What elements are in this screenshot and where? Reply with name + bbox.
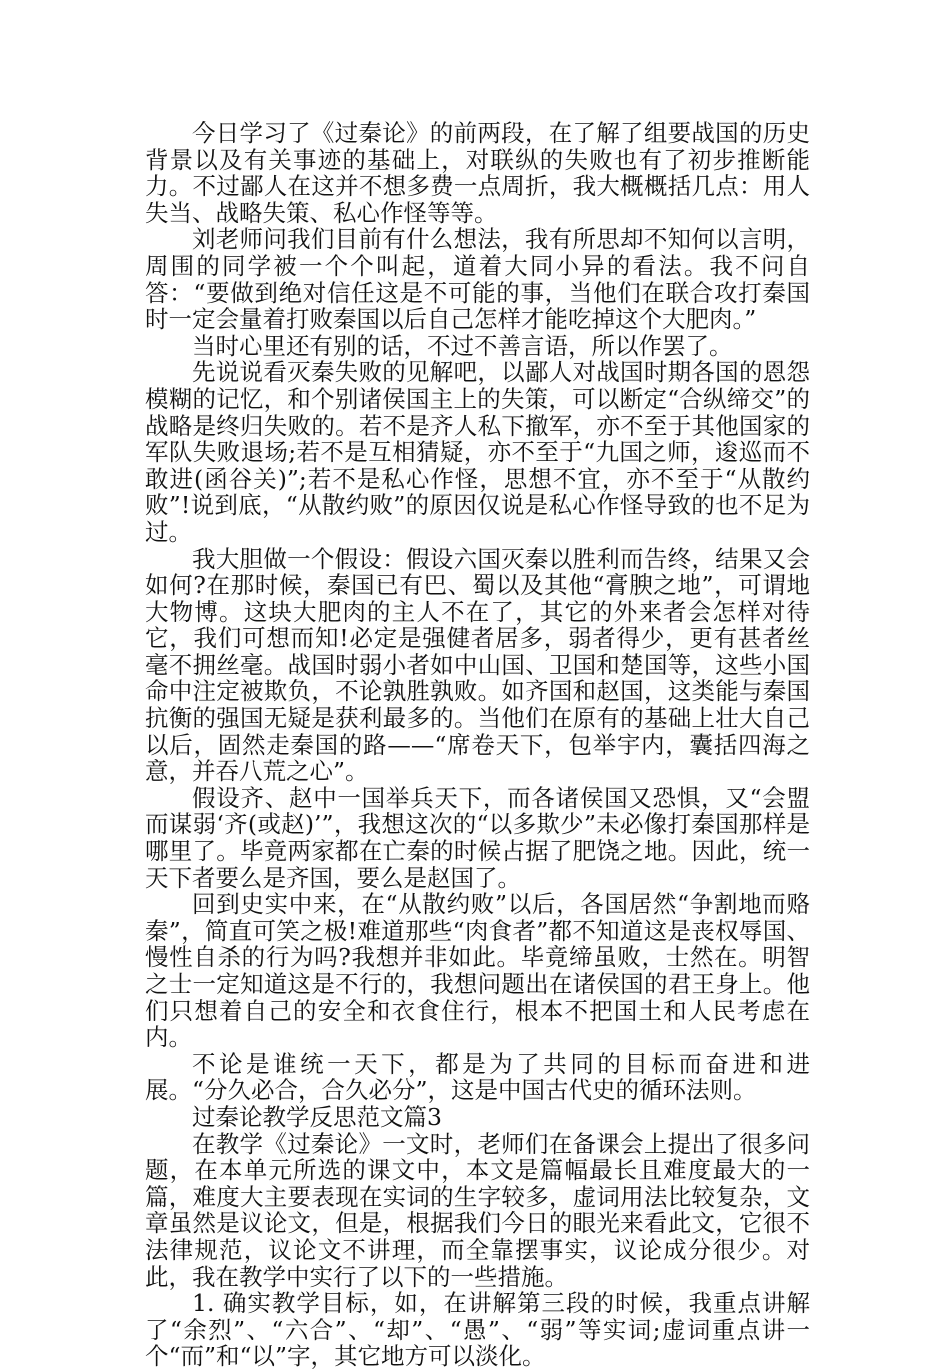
paragraph-2: 刘老师问我们目前有什么想法，我有所思却不知何以言明，周围的同学被一个个叫起，道着大同小异的看法。我不问自答：“要做到绝对信任这是不可能的事，当他们在联合攻打秦国时一定会量着打败秦国以后自己怎样才能吃掉这个大肥肉。”: [145, 225, 810, 334]
paragraph-5: 我大胆做一个假设：假设六国灭秦以胜利而告终，结果又会如何?在那时候，秦国已有巴、蜀以及其他“膏腴之地”，可谓地大物博。这块大肥肉的主人不在了，其它的外来者会怎样对待它，我们可想而知!必定是强健者居多，弱者得少，更有甚者丝毫不拥丝毫。战国时弱小者如中山国、卫国和楚国等，这些小国命中注定被欺负，不论孰胜孰败。如齐国和赵国，这类能与秦国抗衡的强国无疑是获利最多的。当他们在原有的基础上壮大自己以后，固然走秦国的路——“席卷天下，包举宇内，囊括四海之意，并吞八荒之心”。: [145, 544, 810, 786]
document-page: [145, 120, 810, 1370]
paragraph-9: 在教学《过秦论》一文时，老师们在备课会上提出了很多问题，在本单元所选的课文中，本文是篇幅最长且难度最大的一篇，难度大主要表现在实词的生字较多，虚词用法比较复杂，文章虽然是议论文，但是，根据我们今日的眼光来看此文，它很不法律规范，议论文不讲理，而全靠摆事实，议论成分很少。对此，我在教学中实行了以下的一些措施。: [145, 1129, 810, 1291]
section-heading: 过秦论教学反思范文篇3: [192, 1102, 442, 1131]
paragraph-8: 不论是谁统一天下，都是为了共同的目标而奋进和进展。“分久必合，合久必分”，这是中国古代史的循环法则。: [145, 1049, 810, 1105]
paragraph-4: 先说说看灭秦失败的见解吧，以鄙人对战国时期各国的恩怨模糊的记忆，和个别诸侯国主上的失策，可以断定“合纵缔交”的战略是终归失败的。若不是齐人私下撤军，亦不至于其他国家的军队失败退场;若不是互相猜疑，亦不至于“九国之师，逡巡而不敢进(函谷关)”;若不是私心作怪，思想不宜，亦不至于“从散约败”!说到底，“从散约败”的原因仅说是私心作怪导致的也不足为过。: [145, 358, 810, 546]
paragraph-6: 假设齐、赵中一国举兵天下，而各诸侯国又恐惧，又“会盟而谋弱‘齐(或赵)’”，我想这次的“以多欺少”未必像打秦国那样是哪里了。毕竟两家都在亡秦的时候占据了肥饶之地。因此，统一天下者要么是齐国，要么是赵国了。: [145, 783, 810, 892]
paragraph-7: 回到史实中来，在“从散约败”以后，各国居然“争割地而赂秦”，简直可笑之极!难道那些“肉食者”都不知道这是丧权辱国、慢性自杀的行为吗?我想并非如此。毕竟缔虽败，士然在。明智之士一定知道这是不行的，我想问题出在诸侯国的君王身上。他们只想着自己的安全和衣食住行，根本不把国土和人民考虑在内。: [145, 890, 810, 1052]
paragraph-10: 1. 确实教学目标，如，在讲解第三段的时候，我重点讲解了“余烈”、“六合”、“却”、“愚”、“弱”等实词;虚词重点讲一个“而”和“以”字，其它地方可以淡化。: [145, 1289, 810, 1370]
paragraph-1: 今日学习了《过秦论》的前两段，在了解了组要战国的历史背景以及有关事迹的基础上，对联纵的失败也有了初步推断能力。不过鄙人在这并不想多费一点周折，我大概概括几点：用人失当、战略失策、私心作怪等等。: [145, 119, 810, 227]
paragraph-3: 当时心里还有别的话，不过不善言语，所以作罢了。: [192, 331, 733, 360]
